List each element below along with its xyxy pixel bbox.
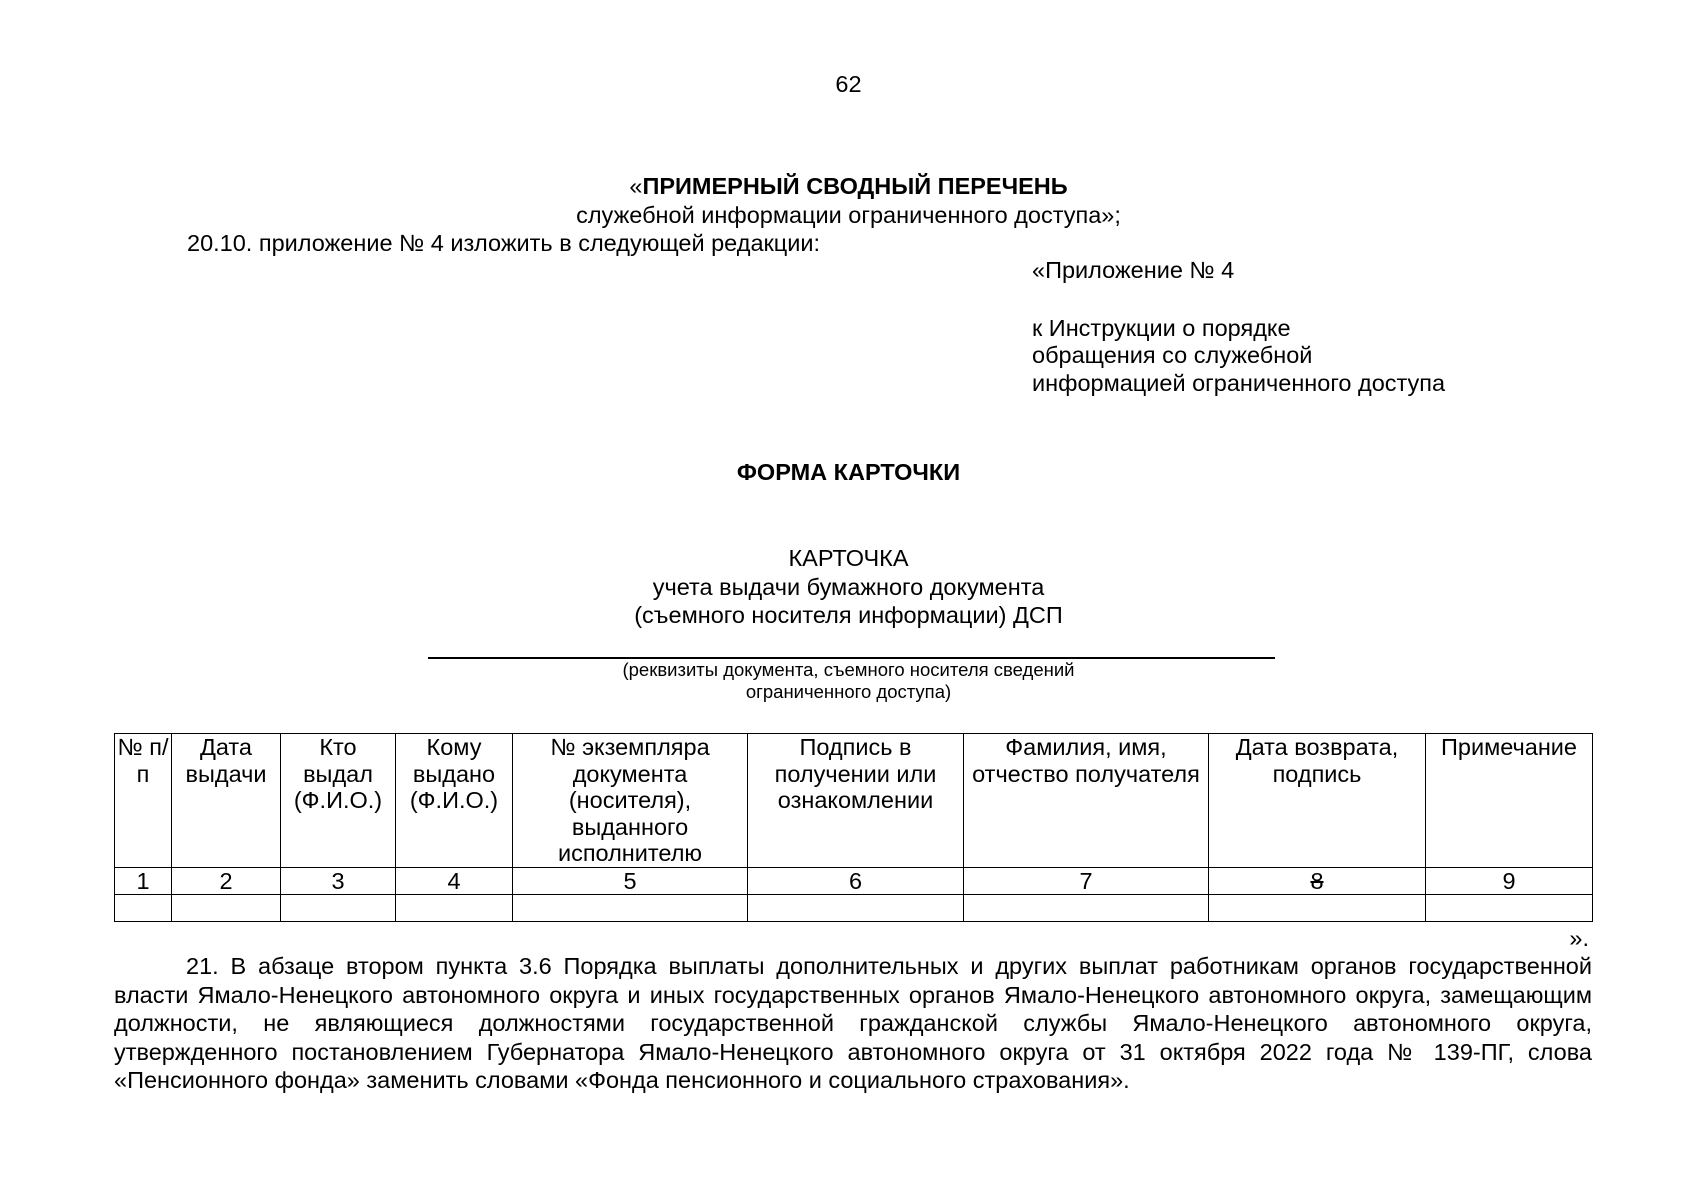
column-number: 9 — [1426, 867, 1593, 894]
header-cell: Кому выдано (Ф.И.О.) — [396, 734, 513, 868]
appendix-line1: «Приложение № 4 — [1032, 257, 1235, 283]
empty-cell — [748, 894, 964, 921]
column-number: 4 — [396, 867, 513, 894]
column-number: 1 — [115, 867, 172, 894]
paragraph-text: В абзаце втором пункта 3.6 Порядка выплаты дополнительных и других выплат работникам органов государственной власти Ямало-Ненецкого автономного округа и иных государственных органов Ямало-Ненецкого автономного округа, замещающим должности, не являющиеся должностями государственной гражданской службы Ямало-Ненецкого автономного округа, утвержденного постановлением Губернатора Ямало-Ненецкого автономного округа от 31 октября 2022 года № 139-ПГ, слова «Пенсионного фонда» заменить словами «Фонда пенсионного и социального страхования». — [114, 953, 1592, 1094]
paragraph-number: 21. — [186, 953, 219, 979]
card-table — [114, 733, 1593, 922]
closing-quote: ». — [1569, 925, 1589, 951]
empty-cell — [513, 894, 748, 921]
list-title — [0, 172, 1697, 201]
intro-clause: 20.10. приложение № 4 изложить в следующей редакции: — [187, 230, 821, 256]
paragraph-21 — [114, 952, 1592, 1095]
card-title: КАРТОЧКА — [788, 545, 909, 571]
empty-cell — [281, 894, 396, 921]
appendix-heading — [1032, 257, 1652, 397]
empty-cell — [172, 894, 281, 921]
list-title-line2: служебной информации ограниченного доступа»; — [576, 202, 1121, 228]
empty-cell — [1426, 894, 1593, 921]
card-line2: учета выдачи бумажного документа — [652, 573, 1045, 600]
column-number: 6 — [748, 867, 964, 894]
page-number: 62 — [835, 71, 862, 97]
header-cell: № экземпляра документа (носителя), выданного исполнителю — [513, 734, 748, 868]
header-cell: Подпись в получении или ознакомлении — [748, 734, 964, 868]
appendix-line4: информацией ограниченного доступа — [1032, 369, 1446, 396]
column-number: 8 — [1209, 867, 1426, 894]
list-title-open-quote: « — [629, 173, 643, 199]
header-cell: Фамилия, имя, отчество получателя — [964, 734, 1209, 868]
header-cell: № п/п — [115, 734, 172, 868]
list-title-bold: ПРИМЕРНЫЙ СВОДНЫЙ ПЕРЕЧЕНЬ — [642, 173, 1068, 199]
appendix-line2: к Инструкции о порядке — [1032, 314, 1291, 341]
empty-cell — [1209, 894, 1426, 921]
requisites-line2: ограниченного доступа) — [745, 681, 952, 702]
header-cell: Дата выдачи — [172, 734, 281, 868]
column-number: 3 — [281, 867, 396, 894]
header-cell: Дата возврата, подпись — [1209, 734, 1426, 868]
form-title: ФОРМА КАРТОЧКИ — [736, 459, 961, 485]
card-line3: (съемного носителя информации) ДСП — [634, 602, 1063, 628]
empty-cell — [396, 894, 513, 921]
table-header-row — [115, 734, 1593, 868]
header-cell: Кто выдал (Ф.И.О.) — [281, 734, 396, 868]
table-number-row — [115, 867, 1593, 894]
empty-cell — [964, 894, 1209, 921]
appendix-line3: обращения со служебной — [1032, 342, 1313, 368]
table-row — [115, 894, 1593, 921]
requisites-line1: (реквизиты документа, съемного носителя сведений — [622, 659, 1075, 680]
column-number: 7 — [964, 867, 1209, 894]
column-number: 5 — [513, 867, 748, 894]
empty-cell — [115, 894, 172, 921]
requisites-caption — [0, 659, 1697, 703]
column-number: 2 — [172, 867, 281, 894]
header-cell: Примечание — [1426, 734, 1593, 868]
card-heading — [0, 544, 1697, 630]
